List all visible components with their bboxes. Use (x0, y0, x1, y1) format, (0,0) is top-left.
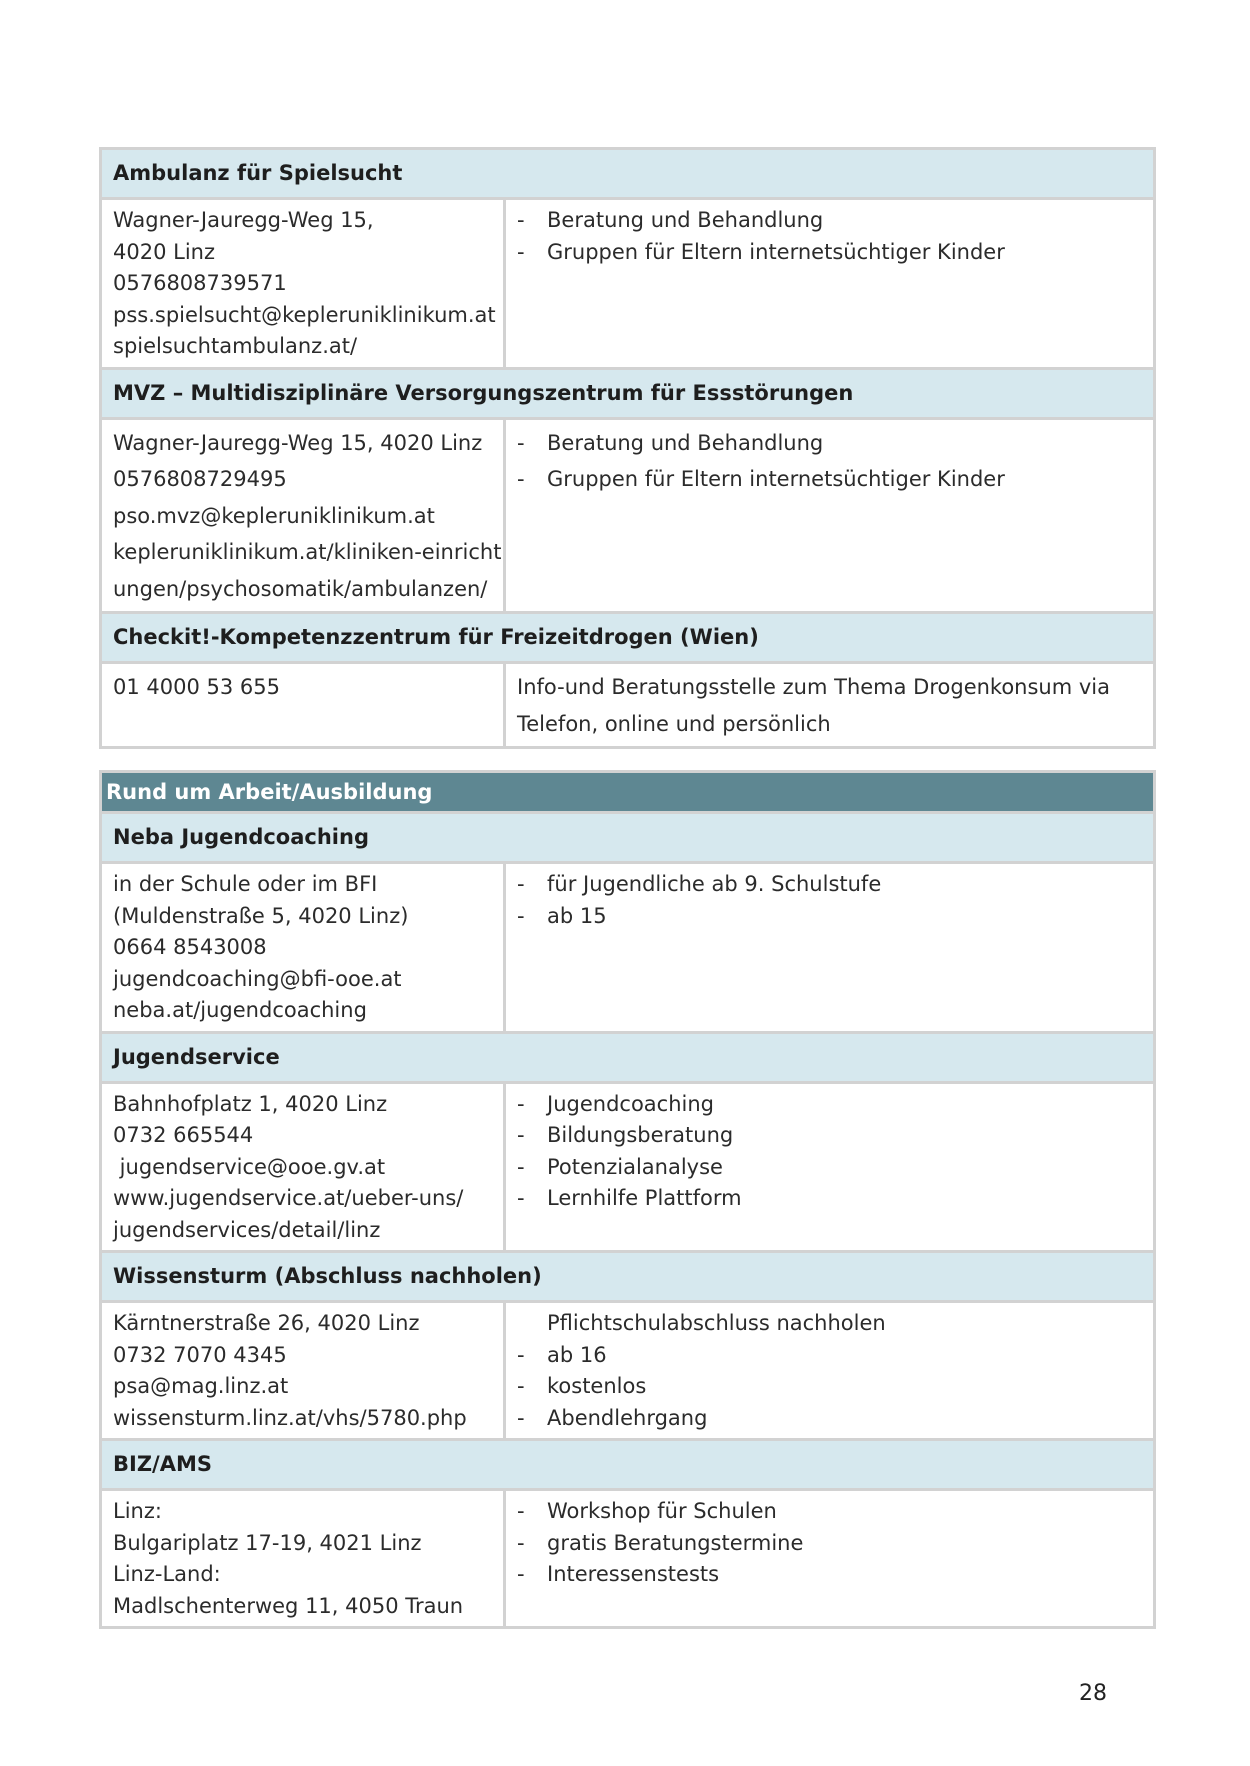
bullet-dash: - (517, 903, 525, 928)
website: www.jugendservice.at/ueber-uns/ (113, 1186, 464, 1210)
bullet-dash: - (517, 1530, 525, 1555)
list-item: - Bildungsberatung (517, 1120, 1145, 1152)
list-item: - Gruppen für Eltern internetsüchtiger Kinder (517, 461, 1145, 498)
list-item: - Abendlehrgang (517, 1403, 1145, 1435)
table-row (102, 1303, 1153, 1441)
list-item: Pflichtschulabschluss nachholen (547, 1311, 886, 1335)
contact-cell (102, 864, 506, 1031)
address-line: Kärntnerstraße 26, 4020 Linz (113, 1311, 420, 1335)
address-line: (Muldenstraße 5, 4020 Linz) (113, 903, 409, 928)
section-header-neba: Neba Jugendcoaching (102, 814, 1153, 864)
section-header-mvz: MVZ – Multidisziplinäre Versorgungszentrum für Essstörungen (102, 370, 1153, 420)
list-item: - Lernhilfe Plattform (517, 1183, 1145, 1215)
bullet-dash: - (517, 467, 525, 491)
table-row (102, 1491, 1153, 1626)
bullet-dash: - (517, 430, 525, 455)
list-item: - ab 15 (517, 901, 1145, 933)
bullet-dash: - (517, 1374, 525, 1398)
bullet-dash: - (517, 1123, 525, 1147)
page-number: 28 (1079, 1681, 1107, 1706)
location-label: Linz-Land: (113, 1562, 221, 1586)
bullet-dash: - (517, 1562, 525, 1586)
bullet-dash: - (517, 208, 525, 232)
table-row (102, 864, 1153, 1034)
phone-number: 0732 7070 4345 (113, 1342, 287, 1367)
phone-number: 01 4000 53 655 (113, 675, 280, 699)
bullet-dash: - (517, 239, 525, 264)
address-line: Madlschenterweg 11, 4050 Traun (113, 1593, 464, 1618)
email-address: jugendservice@ooe.gv.at (113, 1154, 386, 1179)
services-cell (506, 1491, 1153, 1626)
services-cell (506, 1084, 1153, 1251)
address-line: Wagner-Jauregg-Weg 15, (113, 208, 374, 232)
bullet-dash: - (517, 1342, 525, 1367)
address-line: Wagner-Jauregg-Weg 15, 4020 Linz (113, 430, 483, 455)
email-address: psa@mag.linz.at (113, 1374, 289, 1398)
email-address: pso.mvz@kepleruniklinikum.at (113, 503, 435, 528)
section-header-biz-ams: BIZ/AMS (102, 1441, 1153, 1491)
website: jugendservices/detail/linz (113, 1217, 381, 1242)
services-cell (506, 864, 1153, 1031)
phone-number: 0576808739571 (113, 271, 287, 295)
table-row (102, 420, 1153, 615)
website: spielsuchtambulanz.at/ (113, 334, 358, 358)
bullet-dash: - (517, 872, 525, 896)
table-row (102, 200, 1153, 370)
contact-cell (102, 1303, 506, 1438)
table-row (102, 1084, 1153, 1254)
work-education-table (99, 770, 1156, 1629)
phone-number: 0664 8543008 (113, 935, 267, 959)
website: neba.at/jugendcoaching (113, 998, 367, 1022)
list-item: - Workshop für Schulen (517, 1496, 1145, 1528)
bullet-dash: - (517, 1405, 525, 1430)
contact-cell (102, 1084, 506, 1251)
address-line: 4020 Linz (113, 239, 215, 264)
address-line: Bahnhofplatz 1, 4020 Linz (113, 1091, 388, 1116)
list-item: - gratis Beratungstermine (517, 1528, 1145, 1560)
contact-cell (102, 420, 506, 612)
services-cell (506, 200, 1153, 367)
address-line: Bulgariplatz 17-19, 4021 Linz (113, 1530, 422, 1555)
address-line: in der Schule oder im BFI (113, 872, 378, 896)
section-header-checkit: Checkit!-Kompetenzzentrum für Freizeitdrogen (Wien) (102, 614, 1153, 664)
list-item: - ab 16 (517, 1340, 1145, 1372)
services-cell (506, 420, 1153, 612)
contact-cell (102, 1491, 506, 1626)
list-item: - Jugendcoaching (517, 1089, 1145, 1121)
phone-number: 0576808729495 (113, 467, 287, 491)
email-address: jugendcoaching@bfi-ooe.at (113, 966, 402, 991)
description: Info-und Beratungsstelle zum Thema Drogenkonsum via Telefon, online und persönlich (517, 675, 1111, 736)
services-cell (506, 1303, 1153, 1438)
website: wissensturm.linz.at/vhs/5780.php (113, 1405, 467, 1430)
website: ungen/psychosomatik/ambulanzen/ (113, 576, 488, 601)
table-row (102, 664, 1153, 746)
contact-cell (102, 664, 506, 746)
bullet-dash: - (517, 1091, 525, 1116)
counseling-table (99, 147, 1156, 749)
website: kepleruniklinikum.at/kliniken-einricht (113, 540, 502, 564)
section-header-ambulanz: Ambulanz für Spielsucht (102, 150, 1153, 200)
list-item: - Beratung und Behandlung (517, 205, 1145, 237)
contact-cell (102, 200, 506, 367)
section-header-wissensturm: Wissensturm (Abschluss nachholen) (102, 1253, 1153, 1303)
list-item: - Interessenstests (517, 1559, 1145, 1591)
location-label: Linz: (113, 1499, 162, 1523)
list-item: - Beratung und Behandlung (517, 425, 1145, 462)
section-header-jugendservice: Jugendservice (102, 1034, 1153, 1084)
email-address: pss.spielsucht@kepleruniklinikum.at (113, 302, 496, 327)
bullet-dash: - (517, 1154, 525, 1179)
list-item: - Potenzialanalyse (517, 1152, 1145, 1184)
list-item: - Gruppen für Eltern internetsüchtiger Kinder (517, 237, 1145, 269)
list-item: - für Jugendliche ab 9. Schulstufe (517, 869, 1145, 901)
category-banner: Rund um Arbeit/Ausbildung (102, 773, 1153, 814)
phone-number: 0732 665544 (113, 1123, 254, 1147)
services-cell (506, 664, 1153, 746)
bullet-dash: - (517, 1186, 525, 1210)
list-item: - kostenlos (517, 1371, 1145, 1403)
bullet-dash: - (517, 1499, 525, 1523)
